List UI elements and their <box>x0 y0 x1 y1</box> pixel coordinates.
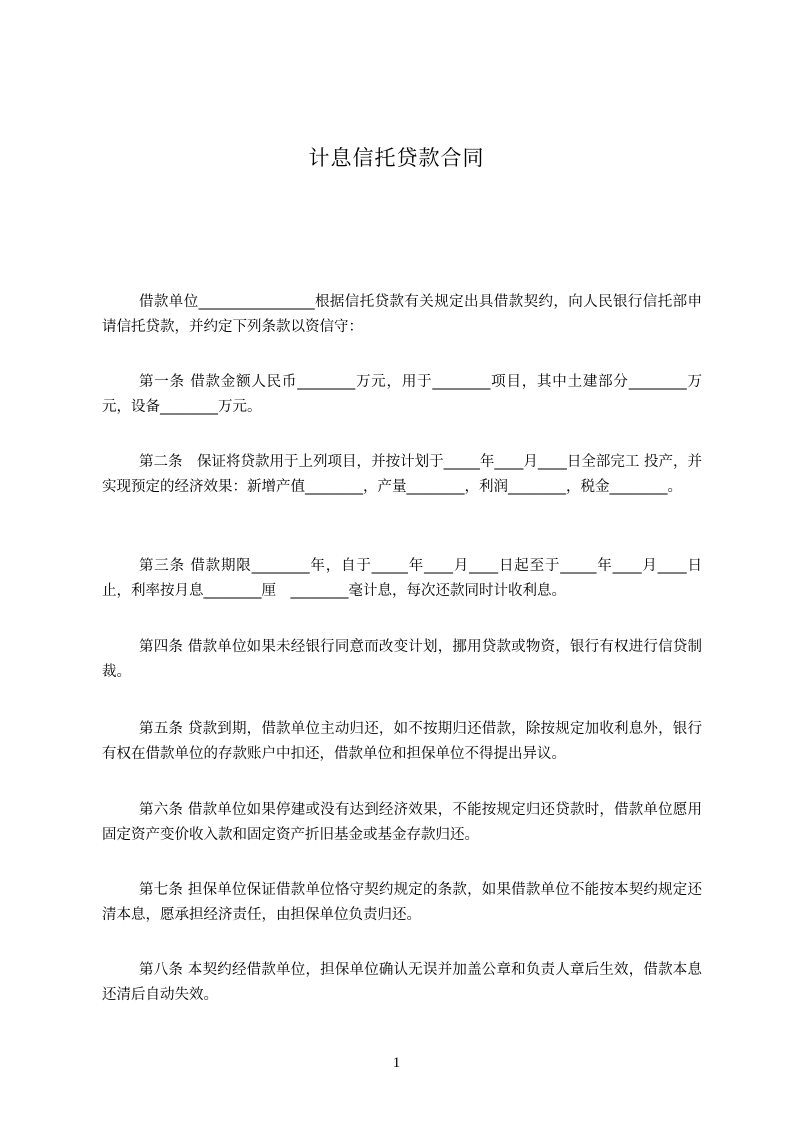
article-2: 第二条 保证将贷款用于上列项目，并按计划于_____年____月____日全部完工 投产，并实现预定的经济效果：新增产值________，产量________，利润________，税金________。 <box>102 454 702 495</box>
article-8: 第八条 本契约经借款单位，担保单位确认无误并加盖公章和负责人章后生效，借款本息还清后自动失效。 <box>102 962 702 1003</box>
intro-paragraph: 借款单位________________根据信托贷款有关规定出具借款契约，向人民银行信托部申请信托贷款，并约定下列条款以资信守： <box>102 294 702 335</box>
article-7: 第七条 担保单位保证借款单位恪守契约规定的条款，如果借款单位不能按本契约规定还清本息，愿承担经济责任，由担保单位负责归还。 <box>102 882 702 923</box>
article-6: 第六条 借款单位如果停建或没有达到经济效果，不能按规定归还贷款时，借款单位愿用固定资产变价收入款和固定资产折旧基金或基金存款归还。 <box>102 802 702 843</box>
page-number: 1 <box>392 1055 401 1071</box>
article-1: 第一条 借款金额人民币________万元，用于________项目，其中土建部分________万元，设备________万元。 <box>102 374 702 415</box>
article-3: 第三条 借款期限________年，自于_____年____月____日起至于_____年____月____日止，利率按月息________厘 ________毫计息，每次还款同时计收利息。 <box>102 558 702 599</box>
article-5: 第五条 贷款到期，借款单位主动归还，如不按期归还借款，除按规定加收利息外，银行有权在借款单位的存款账户中扣还，借款单位和担保单位不得提出异议。 <box>102 721 702 762</box>
article-4: 第四条 借款单位如果未经银行同意而改变计划，挪用贷款或物资，银行有权进行信贷制裁。 <box>102 639 702 680</box>
document-title: 计息信托贷款合同 <box>308 146 485 170</box>
